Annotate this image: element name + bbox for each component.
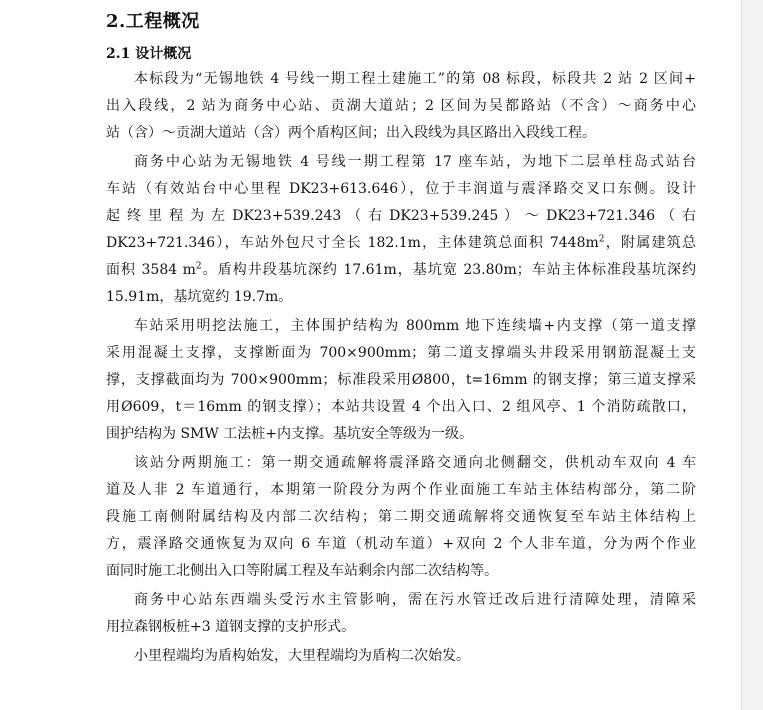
text-line: 方，震泽路交通恢复为双向 6 车道（机动车道）+双向 2 个人非车道，分为两个作业: [106, 536, 696, 552]
text-line: [106, 257, 696, 284]
paragraph-phases: [106, 450, 696, 585]
text-fragment: 。盾构井段基坑深约 17.61m，基坑宽 23.80m；车站主体标准段基坑深约: [201, 262, 696, 278]
text-line: 采用混凝土支撑，支撑断面为 700×900mm；第二道支撑端头井段采用钢筋混凝土支: [106, 345, 696, 361]
text-line: 用Ø609，t＝16mm 的钢支撑）；本站共设置 4 个出入口、2 组风亭、1 个消防疏散口，: [106, 399, 696, 415]
subsection-heading: 2.1 设计概况: [106, 46, 192, 62]
text-line: 围护结构为 SMW 工法桩+内支撑。基坑安全等级为一级。: [106, 426, 473, 442]
text-line: 出入段线，2 站为商务中心站、贡湖大道站；2 区间为吴都路站（不含）～商务中心: [106, 98, 696, 114]
text-line: 小里程端均为盾构始发，大里程端均为盾构二次始发。: [134, 648, 470, 664]
text-line: 道及人非 2 车道通行，本期第一阶段分为两个作业面施工车站主体结构部分，第二阶: [106, 482, 696, 498]
text-line: 15.91m，基坑宽约 19.7m。: [106, 289, 293, 305]
page-content: [106, 0, 696, 670]
text-line: 车站（有效站台中心里程 DK23+613.646），位于丰润道与震泽路交叉口东侧。设计: [106, 181, 696, 197]
text-line: 用拉森钢板桩+3 道钢支撑的支护形式。: [106, 619, 356, 635]
text-line: 车站采用明挖法施工，主体围护结构为 800mm 地下连续墙+内支撑（第一道支撑: [134, 318, 696, 334]
text-line: 商务中心站东西端头受污水主管影响，需在污水管迁改后进行清障处理，清障采: [134, 592, 696, 608]
paragraph-overview: [106, 66, 696, 147]
section-heading: 2.工程概况: [106, 11, 200, 32]
paragraph-obstacle-clearing: [106, 587, 696, 641]
text-fragment: ，附属建筑总: [604, 235, 696, 251]
superscript: 2: [195, 261, 202, 272]
text-fragment: 面积 3584 m: [106, 262, 196, 278]
text-line: 面同时施工北侧出入口等附属工程及车站剩余内部二次结构等。: [106, 563, 498, 579]
text-line: 起 终 里 程 为 左 DK23+539.243 （ 右 DK23+539.245 ） ～ DK23+721.346 （ 右: [106, 208, 696, 224]
text-line: [106, 230, 696, 257]
text-line: 段施工南侧附属结构及内部二次结构；第二期交通疏解将交通恢复至车站主体结构上: [106, 509, 696, 525]
text-fragment: DK23+721.346），车站外包尺寸全长 182.1m，主体建筑总面积 7448m: [106, 235, 599, 251]
paragraph-shield-launch: [106, 643, 696, 670]
text-line: 该站分两期施工：第一期交通疏解将震泽路交通向北侧翻交，供机动车双向 4 车: [134, 455, 696, 471]
superscript: 2: [598, 234, 605, 245]
text-line: 商务中心站为无锡地铁 4 号线一期工程第 17 座车站，为地下二层单柱岛式站台: [134, 154, 696, 170]
viewer-gutter: [742, 0, 763, 710]
text-line: 撑，支撑截面均为 700×900mm；标准段采用Ø800，t=16mm 的钢支撑；第三道支撑采: [106, 372, 696, 388]
text-line: 本标段为“无锡地铁 4 号线一期工程土建施工”的第 08 标段，标段共 2 站 2 区间+: [134, 71, 696, 87]
text-line: 站（含）～贡湖大道站（含）两个盾构区间；出入段线为具区路出入段线工程。: [106, 125, 596, 141]
paragraph-station: [106, 149, 696, 311]
paragraph-construction-method: [106, 313, 696, 448]
